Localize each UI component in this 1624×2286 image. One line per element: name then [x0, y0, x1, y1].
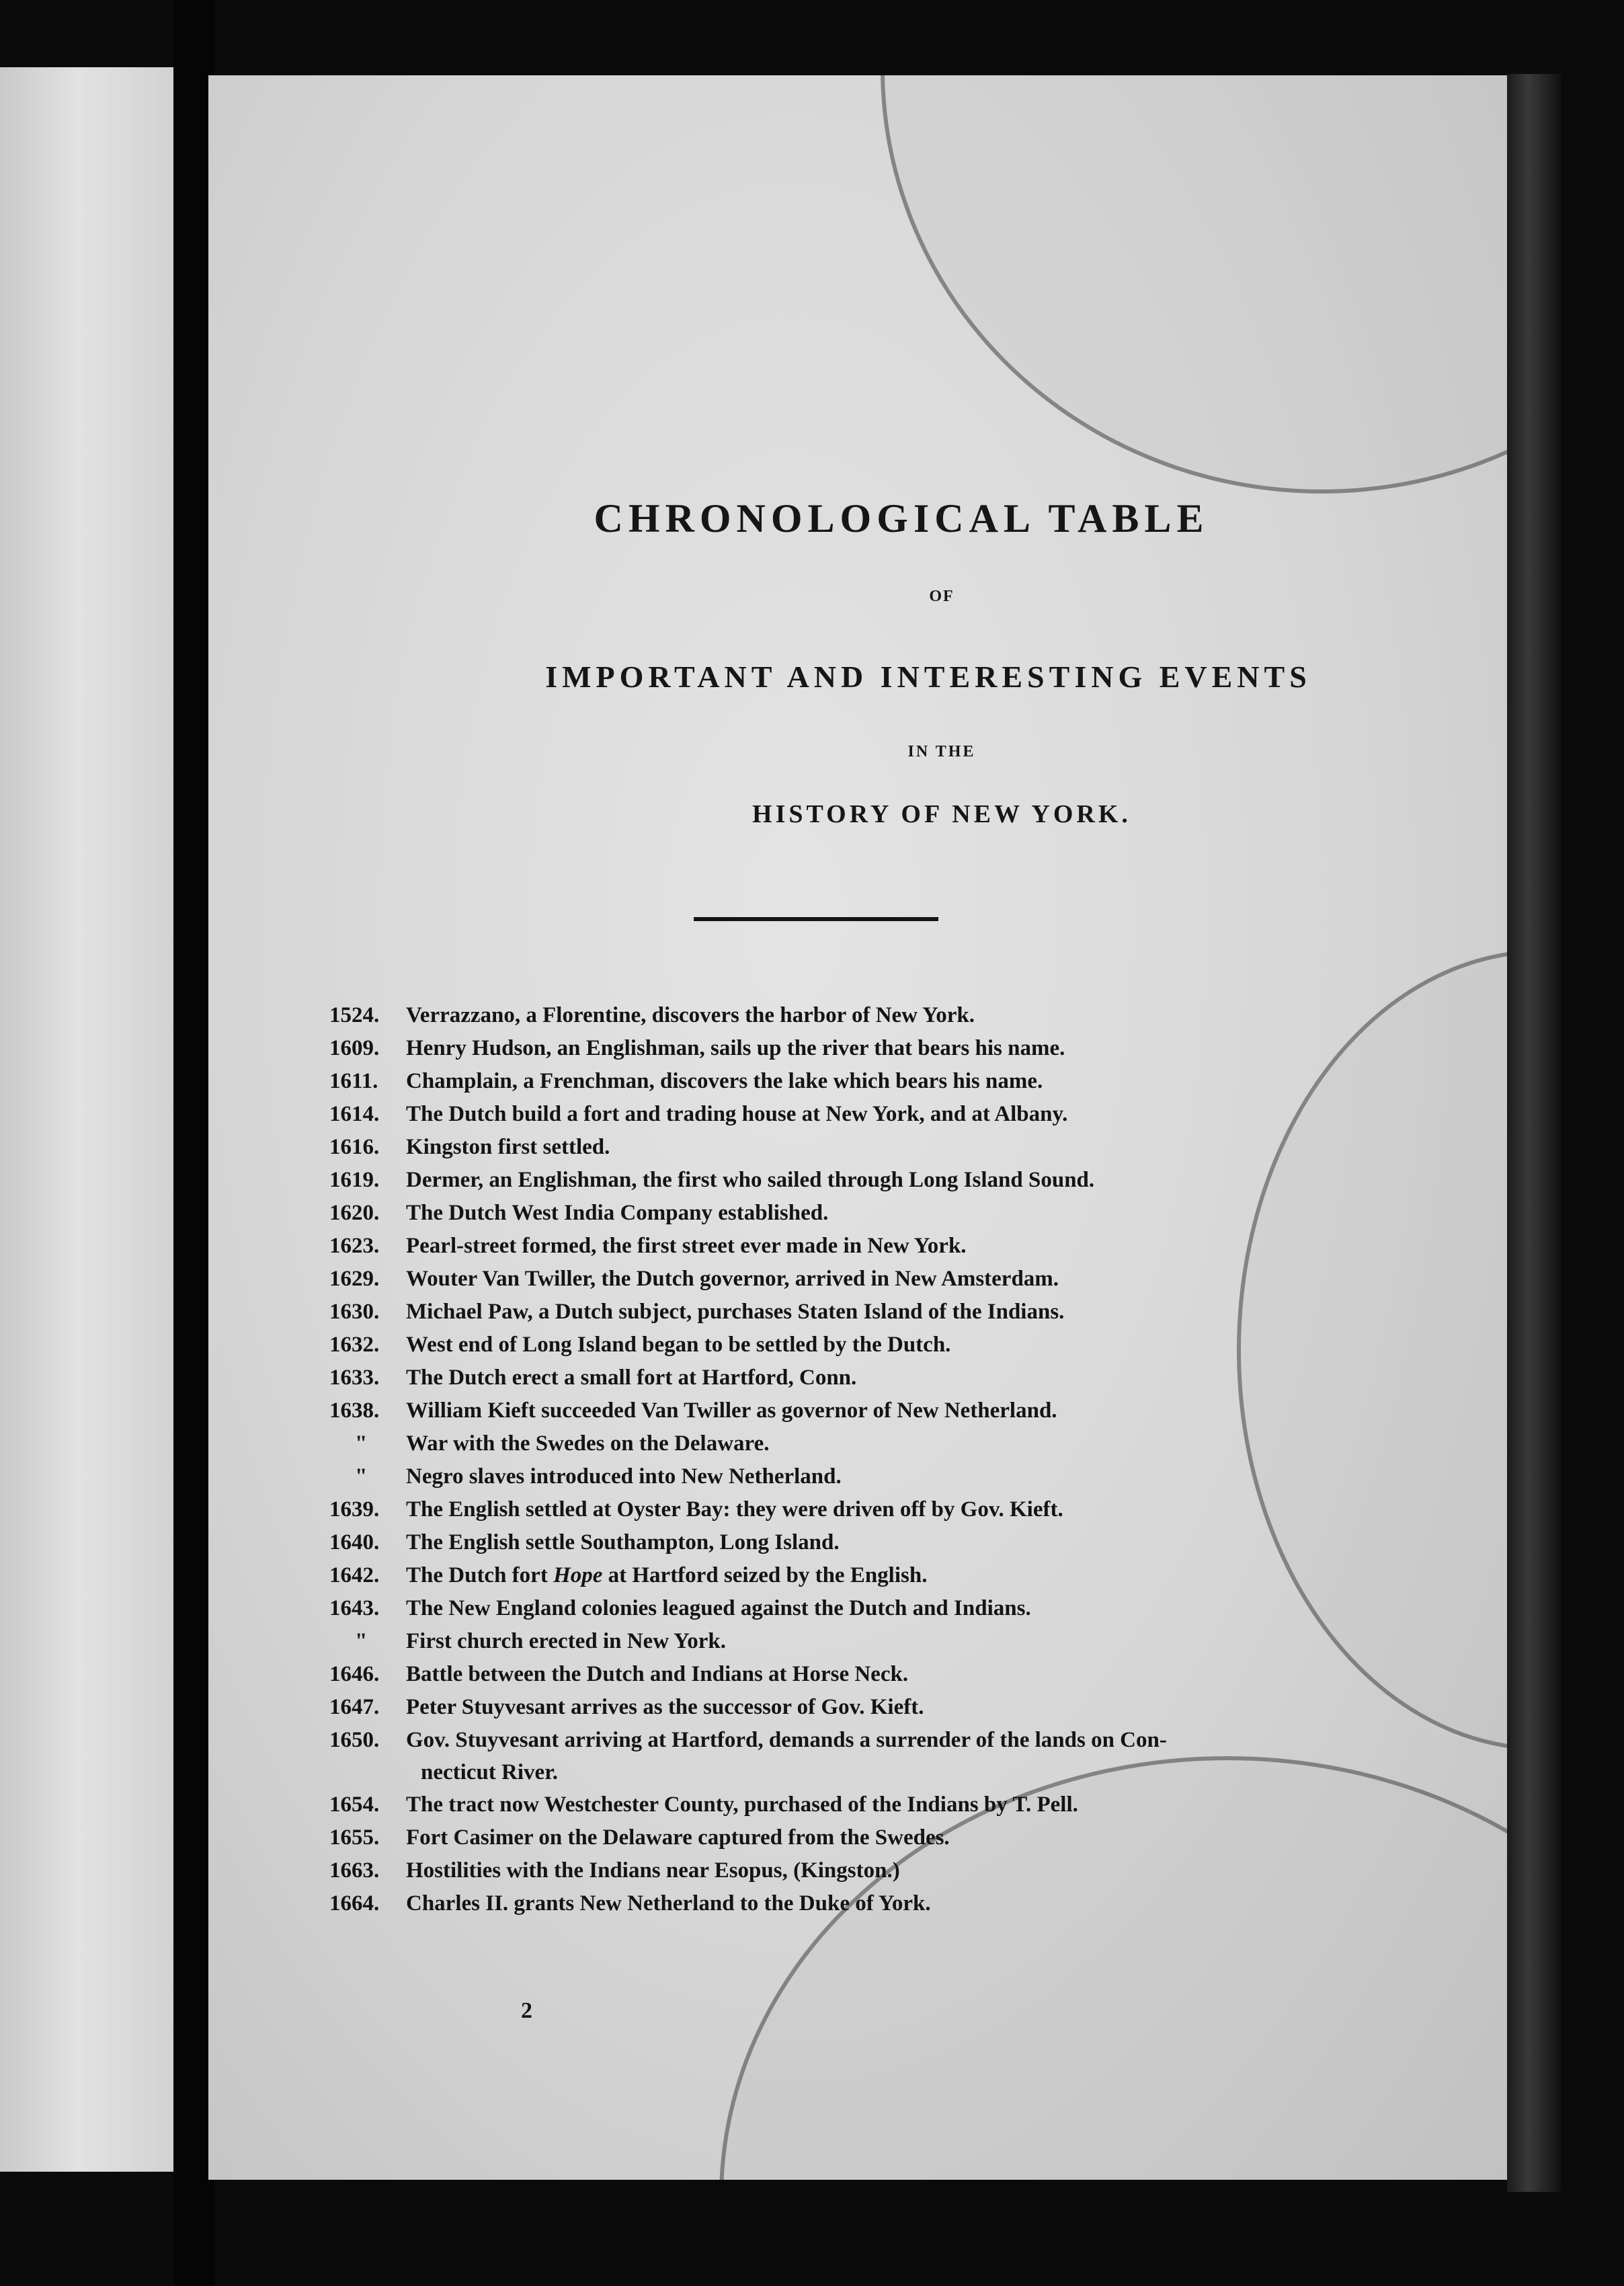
event-row — [329, 1854, 1486, 1887]
event-text — [406, 1197, 1414, 1230]
title-connector-in-the: IN THE — [907, 743, 976, 760]
event-year: 1646. — [329, 1662, 380, 1686]
event-year: 1655. — [329, 1825, 380, 1850]
event-year: 1640. — [329, 1530, 380, 1554]
event-year: 1629. — [329, 1267, 380, 1291]
event-text-line: Gov. Stuyvesant arriving at Hartford, demands a surrender of the lands on Con- — [406, 1728, 1167, 1752]
event-row — [329, 1592, 1486, 1625]
event-year: " — [355, 1464, 368, 1489]
event-text-line: Battle between the Dutch and Indians at Horse Neck. — [406, 1662, 909, 1686]
event-text — [406, 1724, 1414, 1788]
event-year: 1638. — [329, 1398, 380, 1423]
page-title: CHRONOLOGICAL TABLE — [594, 496, 1209, 541]
event-row — [329, 1887, 1486, 1920]
event-text-continuation: necticut River. — [421, 1760, 559, 1784]
event-text-line: The Dutch erect a small fort at Hartford, Conn. — [406, 1366, 857, 1390]
event-text — [406, 1131, 1414, 1164]
water-stain — [881, 75, 1507, 494]
event-row — [329, 1032, 1486, 1065]
event-text-line: The English settled at Oyster Bay: they were driven off by Gov. Kieft. — [406, 1497, 1063, 1522]
event-text-line: Michael Paw, a Dutch subject, purchases Staten Island of the Indians. — [406, 1300, 1065, 1324]
event-year: 1620. — [329, 1201, 380, 1225]
event-year: 1632. — [329, 1333, 380, 1357]
event-row — [329, 1658, 1486, 1691]
event-row — [329, 1263, 1486, 1296]
event-row — [329, 1197, 1486, 1230]
event-text-line: Pearl-street formed, the first street ever made in New York. — [406, 1234, 967, 1258]
event-text — [406, 1788, 1414, 1821]
event-text — [406, 1263, 1414, 1296]
event-text — [406, 1887, 1414, 1920]
book-edge — [1507, 74, 1561, 2192]
page-heading-history: HISTORY OF NEW YORK. — [752, 800, 1131, 828]
event-row — [329, 1098, 1486, 1131]
event-text-line: Charles II. grants New Netherland to the Duke of York. — [406, 1891, 931, 1916]
event-year: 1639. — [329, 1497, 380, 1522]
page — [208, 75, 1507, 2180]
event-year: " — [355, 1629, 368, 1653]
event-list — [329, 999, 1486, 1920]
event-year: 1650. — [329, 1728, 380, 1752]
event-row — [329, 1230, 1486, 1263]
event-text-line: The English settle Southampton, Long Island. — [406, 1530, 840, 1554]
event-row — [329, 1788, 1486, 1821]
title-rule — [694, 917, 938, 921]
event-text — [406, 1394, 1414, 1427]
event-text — [406, 1625, 1414, 1658]
event-row — [329, 999, 1486, 1032]
event-text — [406, 1427, 1414, 1460]
event-row — [329, 1394, 1486, 1427]
event-text-line: First church erected in New York. — [406, 1629, 726, 1653]
event-text-line: The New England colonies leagued against the Dutch and Indians. — [406, 1596, 1031, 1620]
event-row — [329, 1559, 1486, 1592]
event-text — [406, 1559, 1414, 1592]
page-number: 2 — [521, 1998, 532, 2023]
event-row — [329, 1427, 1486, 1460]
event-text — [406, 1460, 1414, 1493]
event-text-line: Negro slaves introduced into New Netherland. — [406, 1464, 842, 1489]
event-year: " — [355, 1431, 368, 1456]
event-text — [406, 1296, 1414, 1329]
event-row — [329, 1362, 1486, 1394]
event-text-line: Peter Stuyvesant arrives as the successor of Gov. Kieft. — [406, 1695, 924, 1719]
event-row — [329, 1724, 1486, 1788]
facing-page-edge — [0, 67, 173, 2172]
event-text-line: William Kieft succeeded Van Twiller as governor of New Netherland. — [406, 1398, 1057, 1423]
event-year: 1643. — [329, 1596, 380, 1620]
title-connector-of: OF — [929, 588, 955, 605]
event-row — [329, 1065, 1486, 1098]
event-row — [329, 1526, 1486, 1559]
event-row — [329, 1493, 1486, 1526]
event-row — [329, 1131, 1486, 1164]
event-text-line: Hostilities with the Indians near Esopus, (Kingston.) — [406, 1858, 900, 1883]
event-year: 1611. — [329, 1069, 378, 1093]
event-year: 1647. — [329, 1695, 380, 1719]
event-text — [406, 1164, 1414, 1197]
event-text-line: Kingston first settled. — [406, 1135, 610, 1159]
event-text-line: Wouter Van Twiller, the Dutch governor, arrived in New Amsterdam. — [406, 1267, 1059, 1291]
event-year: 1664. — [329, 1891, 380, 1916]
event-text — [406, 1526, 1414, 1559]
event-year: 1616. — [329, 1135, 380, 1159]
event-year: 1633. — [329, 1366, 380, 1390]
event-text — [406, 1592, 1414, 1625]
event-row — [329, 1460, 1486, 1493]
event-text — [406, 999, 1414, 1032]
event-text-line: Verrazzano, a Florentine, discovers the harbor of New York. — [406, 1003, 975, 1027]
event-year: 1623. — [329, 1234, 380, 1258]
event-text — [406, 1329, 1414, 1362]
event-row — [329, 1329, 1486, 1362]
event-row — [329, 1625, 1486, 1658]
event-text — [406, 1362, 1414, 1394]
event-text-line: Champlain, a Frenchman, discovers the lake which bears his name. — [406, 1069, 1043, 1093]
event-text-line: The tract now Westchester County, purchased of the Indians by T. Pell. — [406, 1792, 1078, 1817]
event-row — [329, 1821, 1486, 1854]
event-text — [406, 1854, 1414, 1887]
event-year: 1630. — [329, 1300, 380, 1324]
event-text — [406, 1098, 1414, 1131]
event-year: 1663. — [329, 1858, 380, 1883]
event-row — [329, 1164, 1486, 1197]
event-text — [406, 1230, 1414, 1263]
event-text-line: Fort Casimer on the Delaware captured from the Swedes. — [406, 1825, 950, 1850]
event-text — [406, 1065, 1414, 1098]
event-text-line: The Dutch fort Hope at Hartford seized by the English. — [406, 1563, 928, 1587]
event-year: 1524. — [329, 1003, 380, 1027]
event-text — [406, 1691, 1414, 1724]
event-text — [406, 1032, 1414, 1065]
event-text — [406, 1493, 1414, 1526]
event-year: 1614. — [329, 1102, 380, 1126]
event-text — [406, 1821, 1414, 1854]
event-year: 1619. — [329, 1168, 380, 1192]
event-text-line: West end of Long Island began to be settled by the Dutch. — [406, 1333, 951, 1357]
event-row — [329, 1296, 1486, 1329]
page-subtitle: IMPORTANT AND INTERESTING EVENTS — [545, 660, 1311, 694]
event-text-line: Henry Hudson, an Englishman, sails up the river that bears his name. — [406, 1036, 1065, 1060]
event-text — [406, 1658, 1414, 1691]
event-text-line: The Dutch build a fort and trading house at New York, and at Albany. — [406, 1102, 1068, 1126]
event-year: 1609. — [329, 1036, 380, 1060]
event-year: 1642. — [329, 1563, 380, 1587]
event-year: 1654. — [329, 1792, 380, 1817]
event-text-line: Dermer, an Englishman, the first who sailed through Long Island Sound. — [406, 1168, 1095, 1192]
event-text-line: War with the Swedes on the Delaware. — [406, 1431, 770, 1456]
event-row — [329, 1691, 1486, 1724]
event-text-line: The Dutch West India Company established. — [406, 1201, 829, 1225]
